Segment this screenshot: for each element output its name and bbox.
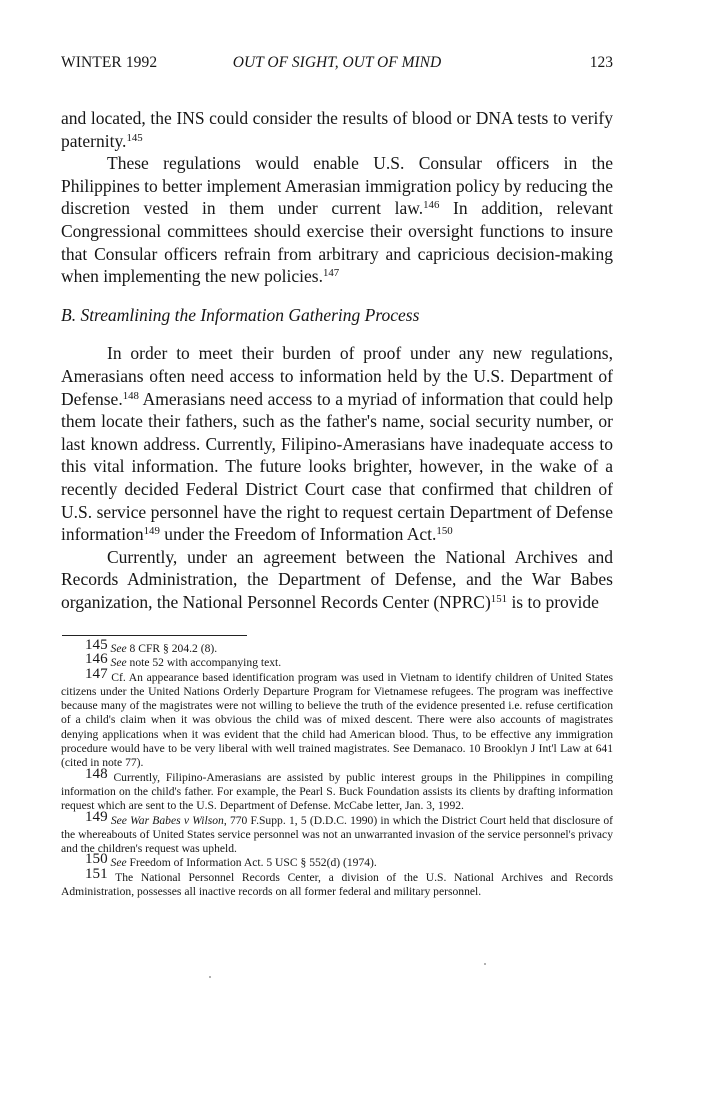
footnote-148: [61, 765, 613, 814]
paragraph-4-text-a: Currently, under an agreement between the National Archives and Records Administration, the Department of Defense, and the War Babes organization, the National Personnel Records Center (NPRC): [61, 546, 613, 612]
scan-speck: [484, 963, 486, 965]
paragraph-2-text-b: In addition, relevant Congressional committees should exercise their oversight functions to insure that Consular officers refrain from arbitrary and capricious decision-making when implementing the new policies.: [61, 198, 613, 287]
paragraph-4: [61, 546, 613, 614]
footnote-number: 150: [85, 851, 108, 868]
footnotes: [61, 636, 613, 899]
footnote-number: 146: [85, 651, 108, 668]
scan-speck: [209, 976, 211, 978]
footnote-ref-149: 149: [143, 525, 160, 538]
footnote-ref-150: 150: [436, 525, 453, 538]
footnote-151: [61, 865, 613, 900]
header-issue-date: WINTER 1992: [61, 54, 158, 71]
paragraph-3-text-c: under the Freedom of Information Act.: [159, 524, 437, 545]
footnote-text: , 770 F.Supp. 1, 5 (D.D.C. 1990) in which the District Court held that disclosure of the whereabouts of United States service personnel was not an unwarranted invasion of the service personnel's privacy and the children's request was upheld.: [61, 813, 613, 856]
footnote-text: Freedom of Information Act. 5 USC § 552(d) (1974).: [126, 856, 377, 870]
footnote-text: Currently, Filipino-Amerasians are assisted by public interest groups in the Philippines in compiling information on the child's father. For example, the Pearl S. Buck Foundation assists its clients by drafting information request which are sent to the U.S. Department of Defense. McCabe letter, Jan. 3, 1992.: [61, 770, 613, 813]
footnote-number: 147: [85, 665, 108, 682]
page-number: 123: [589, 54, 613, 71]
footnote-text: note 52 with accompanying text.: [126, 656, 282, 670]
paragraph-2: [61, 152, 613, 288]
footnote-number: 149: [85, 808, 108, 825]
footnote-number: 151: [85, 865, 108, 882]
running-header: [61, 46, 613, 76]
footnote-146: [61, 651, 613, 670]
paragraph-3-text-b: Amerasians need access to a myriad of information that could help them locate their fathers, such as the father's name, social security number, or last known address. Currently, Filipino-Amerasians have inadequate access to this vital information. The future looks brighter, however, in the wake of a recently decided Federal District Court case that confirmed that children of U.S. service personnel have the right to request certain Department of Defense information: [61, 388, 613, 545]
main-text: [61, 107, 613, 613]
footnote-number: 148: [85, 765, 108, 782]
paragraph-4-text-b: is to provide: [507, 591, 599, 612]
footnote-150: [61, 851, 613, 870]
footnote-ref-148: 148: [122, 389, 139, 402]
footnote-text: 8 CFR § 204.2 (8).: [126, 642, 218, 655]
footnote-signal: See: [110, 856, 127, 870]
paragraph-3: [61, 342, 613, 545]
footnote-divider: [62, 635, 247, 636]
paragraph-1-text: and located, the INS could consider the results of blood or DNA tests to verify paternity.: [61, 108, 613, 151]
paragraph-3-text-a: In order to meet their burden of proof under any new regulations, Amerasians often need access to information held by the U.S. Department of Defense.: [61, 343, 613, 409]
footnote-149: [61, 808, 613, 857]
footnote-ref-145: 145: [126, 131, 143, 144]
section-heading: B. Streamlining the Information Gathering Process: [61, 304, 420, 325]
footnote-ref-146: 146: [423, 199, 440, 212]
footnote-case-name: See War Babes v Wilson: [110, 813, 224, 827]
footnote-signal: See: [110, 642, 127, 655]
footnote-number: 145: [85, 636, 108, 653]
footnote-text: The National Personnel Records Center, a division of the U.S. National Archives and Records Administration, possesses all inactive records on all former federal and military personnel.: [61, 870, 613, 899]
footnote-147: [61, 665, 613, 771]
footnote-signal: See: [110, 656, 127, 670]
paragraph-2-text-a: These regulations would enable U.S. Consular officers in the Philippines to better implement Amerasian immigration policy by reducing the discretion vested in them under current law.: [61, 153, 613, 219]
header-article-title: OUT OF SIGHT, OUT OF MIND: [232, 54, 442, 71]
footnote-ref-147: 147: [322, 267, 340, 280]
footnote-145: [61, 636, 613, 656]
paragraph-1: [61, 107, 613, 152]
footnote-ref-151: 151: [490, 592, 508, 605]
footnote-text: Cf. An appearance based identification program was used in Vietnam to identify children of United States citizens under the United Nations Orderly Departure Program for Vietnamese refugees. The program was ineffective because many of the magistrates were not willing to believe the truth of the evidence presented i.e. refuse certification of a child's claim when it was obvious the child was of mixed descent. There were also accounts of magistrates denying applications when it was evident that the child had American blood. Thus, to be effective any immigration procedure would have to be very liberal with well trained magistrates. See Demanaco. 10 Brooklyn J Int'l Law at 641 (cited in note 77).: [61, 670, 613, 770]
